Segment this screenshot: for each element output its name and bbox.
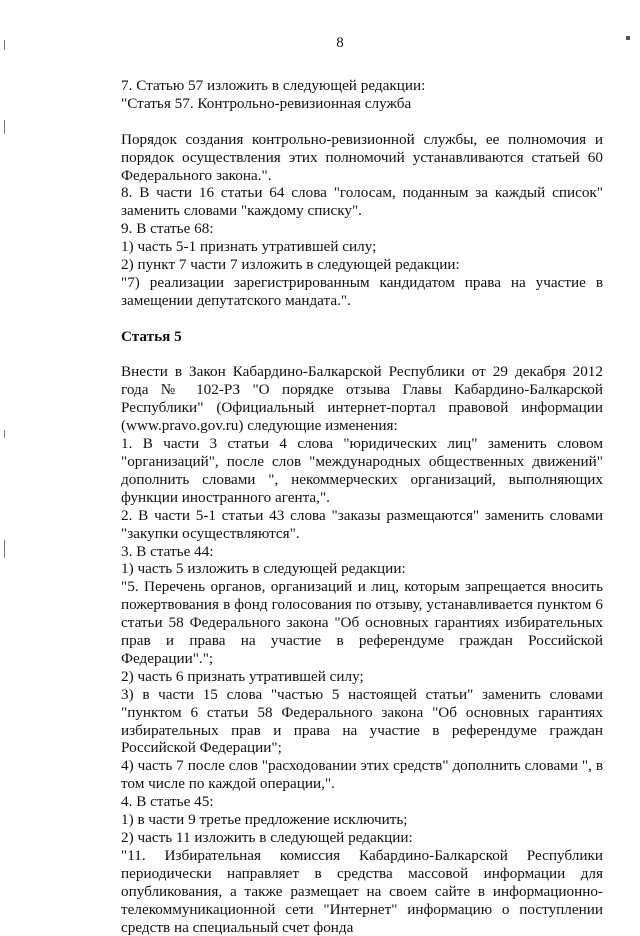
scan-edge-mark: [4, 430, 5, 438]
paragraph: Порядок создания контрольно-ревизионной службы, ее полномочия и порядок осуществления этих полномочий устанавливаются статьей 60 Федерального закона.".: [121, 130, 603, 184]
paragraph: 8. В части 16 статьи 64 слова "голосам, поданным за каждый список" заменить словами "каждому списку".: [121, 184, 603, 220]
paragraph: "7) реализации зарегистрированным кандидатом права на участие в замещении депутатского мандата.".: [121, 273, 603, 309]
paragraph: 1) в части 9 третье предложение исключить;: [121, 811, 408, 829]
paragraph: "11. Избирательная комиссия Кабардино-Балкарской Республики периодически направляет в средства массовой информации для опубликования, а также размещает на своем сайте в информационно-телекоммуникационной сети "Интернет" информацию о поступлении средств на специальный счет фонда: [121, 846, 603, 936]
paragraph: 4) часть 7 после слов "расходовании этих средств" дополнить словами ", в том числе по каждой операции,".: [121, 757, 603, 793]
scan-edge-mark: [4, 540, 5, 558]
paragraph: 1) часть 5-1 признать утратившей силу;: [121, 238, 377, 256]
paragraph-spacer: [121, 346, 603, 364]
paragraph: 2. В части 5-1 статьи 43 слова "заказы размещаются" заменить словами "закупки осуществляются".: [121, 506, 603, 542]
paragraph: 9. В статье 68:: [121, 220, 214, 238]
page-number: 8: [336, 35, 344, 51]
paragraph-spacer: [121, 310, 603, 328]
document-body: [121, 77, 603, 936]
paragraph: "5. Перечень органов, организаций и лиц, которым запрещается вносить пожертвования в фонд голосования по отзыву, устанавливается пунктом 6 статьи 58 Федерального закона "Об основных гарантиях избирательных прав и права на участие в референдуме граждан Российской Федерации".";: [121, 578, 603, 667]
paragraph: 1. В части 3 статьи 4 слова "юридических лиц" заменить словом "организаций", после слов "международных общественных движений" дополнить словами ", некоммерческих организаций, выполняющих функции иностранного агента,".: [121, 435, 603, 506]
paragraph: 2) часть 11 изложить в следующей редакции:: [121, 829, 413, 847]
scan-edge-mark: [4, 120, 5, 134]
article-heading: Статья 5: [121, 327, 182, 345]
paragraph: 2) пункт 7 части 7 изложить в следующей редакции:: [121, 256, 460, 274]
paragraph: 4. В статье 45:: [121, 793, 214, 811]
paragraph: 2) часть 6 признать утратившей силу;: [121, 667, 364, 685]
paragraph-spacer: [121, 113, 603, 131]
paragraph: 3) в части 15 слова "частью 5 настоящей статьи" заменить словами "пунктом 6 статьи 58 Федерального закона "Об основных гарантиях избирательных прав и права на участие в референдуме граждан Российской Федерации";: [121, 685, 603, 757]
paragraph: "Статья 57. Контрольно-ревизионная служба: [121, 94, 412, 112]
paragraph: Внести в Закон Кабардино-Балкарской Республики от 29 декабря 2012 года № 102-РЗ "О порядке отзыва Главы Кабардино-Балкарской Республики" (Официальный интернет-портал правовой информации (www.pravo.gov.ru) следующие изменения:: [121, 363, 603, 435]
paragraph: 1) часть 5 изложить в следующей редакции:: [121, 560, 406, 578]
paragraph: 3. В статье 44:: [121, 542, 214, 560]
paragraph: 7. Статью 57 изложить в следующей редакции:: [121, 77, 426, 94]
